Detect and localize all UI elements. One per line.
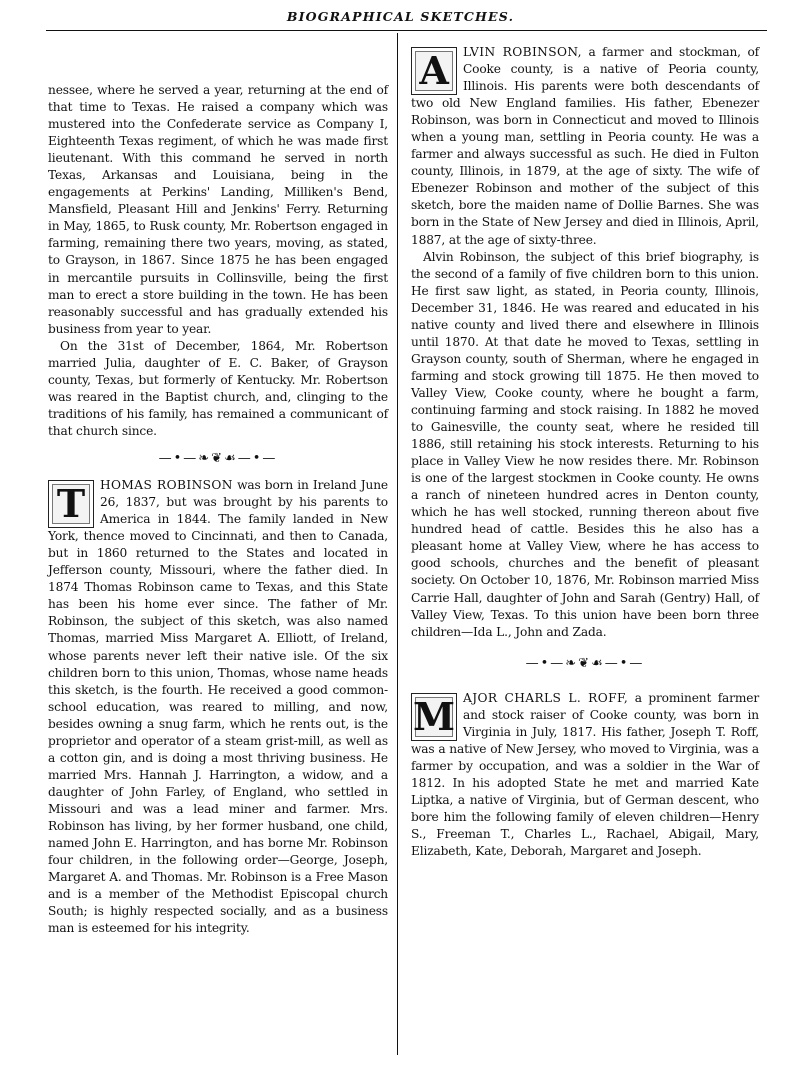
alvin-robinson-paragraph-2: Alvin Robinson, the subject of this brief biography, is the second of a family of five children born to this union. He first saw light, as stated, in Peoria county, Illinois, December 31, 1846. He was reared and educated in his native county and lived there and elsewhere in Illinois until 1870. At that date he moved to Texas, settling in Grayson county, south of Sherman, where he engaged in farming and stock growing till 1875. He then moved to Valley View, Cooke county, where he bought a farm, continuing farming and stock raising. In 1882 he moved to Gainesville, the county seat, where he resided till 1886, still retaining his stock interests. Returning to his place in Valley View he now resides there. Mr. Robinson is one of the largest stockmen in Cooke county. He owns a ranch of nineteen hundred acres in Denton county, which he has well stocked, running thereon about five hundred head of cattle. Besides this he also has a pleasant home at Valley View, where he has access to good schools, churches and the benefit of pleasant society. On October 10, 1876, Mr. Robinson married Miss Carrie Hall, daughter of John and Sarah (Gentry) Hall, of Valley View, Texas. To this union have been born three children—Ida L., John and Zada.	[411, 249, 759, 639]
thomas-robinson-sketch	[48, 477, 388, 937]
section-ornament	[411, 655, 759, 672]
right-column	[411, 44, 759, 860]
robertson-paragraph-2: On the 31st of December, 1864, Mr. Robertson married Julia, daughter of E. C. Baker, of Grayson county, Texas, but formerly of Kentucky. Mr. Robertson was reared in the Baptist church, and, clinging to the traditions of his family, has remained a communicant of that church since.	[48, 338, 388, 438]
header-rule	[46, 30, 767, 31]
column-divider	[397, 33, 398, 1055]
ornament-divider: —•—❧❦☙—•—	[525, 655, 645, 671]
section-ornament	[48, 450, 388, 467]
robertson-paragraph-1: nessee, where he served a year, returning at the end of that time to Texas. He raised a company which was mustered into the Confederate service as Company I, Eighteenth Texas regiment, of which he was made first lieutenant. With this command he served in north Texas, Arkansas and Louisiana, being in the engagements at Perkins' Landing, Milliken's Bend, Mansfield, Pleasant Hill and Jenkins' Ferry. Returning in May, 1865, to Rusk county, Mr. Robertson engaged in farming, remaining there two years, moving, as stated, to Grayson, in 1867. Since 1875 he has been engaged in mercantile pursuits in Collinsville, being the first man to erect a store building in the town. He has been reasonably successful and has gradually extended his business from year to year.	[48, 83, 388, 336]
charls-roff-text: a prominent farmer and stock raiser of Cooke county, was born in Virginia in July, 1817. His father, Joseph T. Roff, was a native of New Jersey, who moved to Virginia, was a farmer by occupation, and was a soldier in the War of 1812. In his adopted State he met and married Kate Liptka, a native of Virginia, but of German descent, who bore him the following family of eleven children—Henry S., Freeman T., Charles L., Rachael, Abigail, Mary, Elizabeth, Kate, Deborah, Margaret and Joseph.	[411, 690, 759, 859]
thomas-robinson-name: HOMAS ROBINSON	[100, 478, 233, 493]
alvin-robinson-sketch	[411, 44, 759, 641]
dropcap-m: M	[411, 693, 457, 741]
ornament-divider: —•—❧❦☙—•—	[158, 450, 278, 466]
dropcap-a: A	[411, 47, 457, 95]
charls-roff-sketch	[411, 690, 759, 860]
robertson-sketch-continued	[48, 82, 388, 440]
alvin-robinson-paragraph-1	[411, 44, 759, 249]
charls-roff-paragraph	[411, 690, 759, 860]
dropcap-t: T	[48, 480, 94, 528]
alvin-robinson-text: a farmer and stockman, of Cooke county, is a native of Peoria county, Illinois. His parents were both descendants of two old New England families. His father, Ebenezer Robinson, was born in Connecticut and moved to Illinois when a young man, settling in Peoria county. He was a farmer and always successful as such. He died in Fulton county, Illinois, in 1879, at the age of sixty. The wife of Ebenezer Robinson and mother of the subject of this sketch, bore the maiden name of Dollie Barnes. She was born in the State of New Jersey and died in Illinois, April, 1887, at the age of sixty-three.	[411, 45, 759, 247]
thomas-robinson-text: was born in Ireland June 26, 1837, but was brought by his parents to America in 1844. The family landed in New York, thence moved to Cincinnati, and then to Canada, but in 1860 returned to the States and located in Jefferson county, Missouri, where the father died. In 1874 Thomas Robinson came to Texas, and this State has been his home ever since. The father of Mr. Robinson, the subject of this sketch, was also named Thomas, married Miss Margaret A. Elliott, of Ireland, whose parents never left their native isle. Of the six children born to this union, Thomas, whose name heads this sketch, is the fourth. He received a good common-school education, was reared to milling, and now, besides owning a snug farm, which he rents out, is the proprietor and operator of a steam grist-mill, as well as a cotton gin, and is doing a most thriving business. He married Mrs. Hannah J. Harrington, a widow, and a daughter of John Farley, of England, who settled in Missouri and was a lead miner and farmer. Mrs. Robinson has living, by her former husband, one child, named John E. Harrington, and has borne Mr. Robinson four children, in the following order—George, Joseph, Margaret A. and Thomas. Mr. Robinson is a Free Mason and is a member of the Methodist Episcopal church South; is highly respected socially, and as a business man is esteemed for his integrity.	[48, 478, 388, 936]
running-head: BIOGRAPHICAL SKETCHES.	[286, 9, 515, 24]
thomas-robinson-paragraph	[48, 477, 388, 937]
left-column	[48, 82, 388, 937]
charls-roff-name: AJOR CHARLS L. ROFF,	[463, 690, 629, 705]
alvin-robinson-name: LVIN ROBINSON,	[463, 45, 582, 59]
